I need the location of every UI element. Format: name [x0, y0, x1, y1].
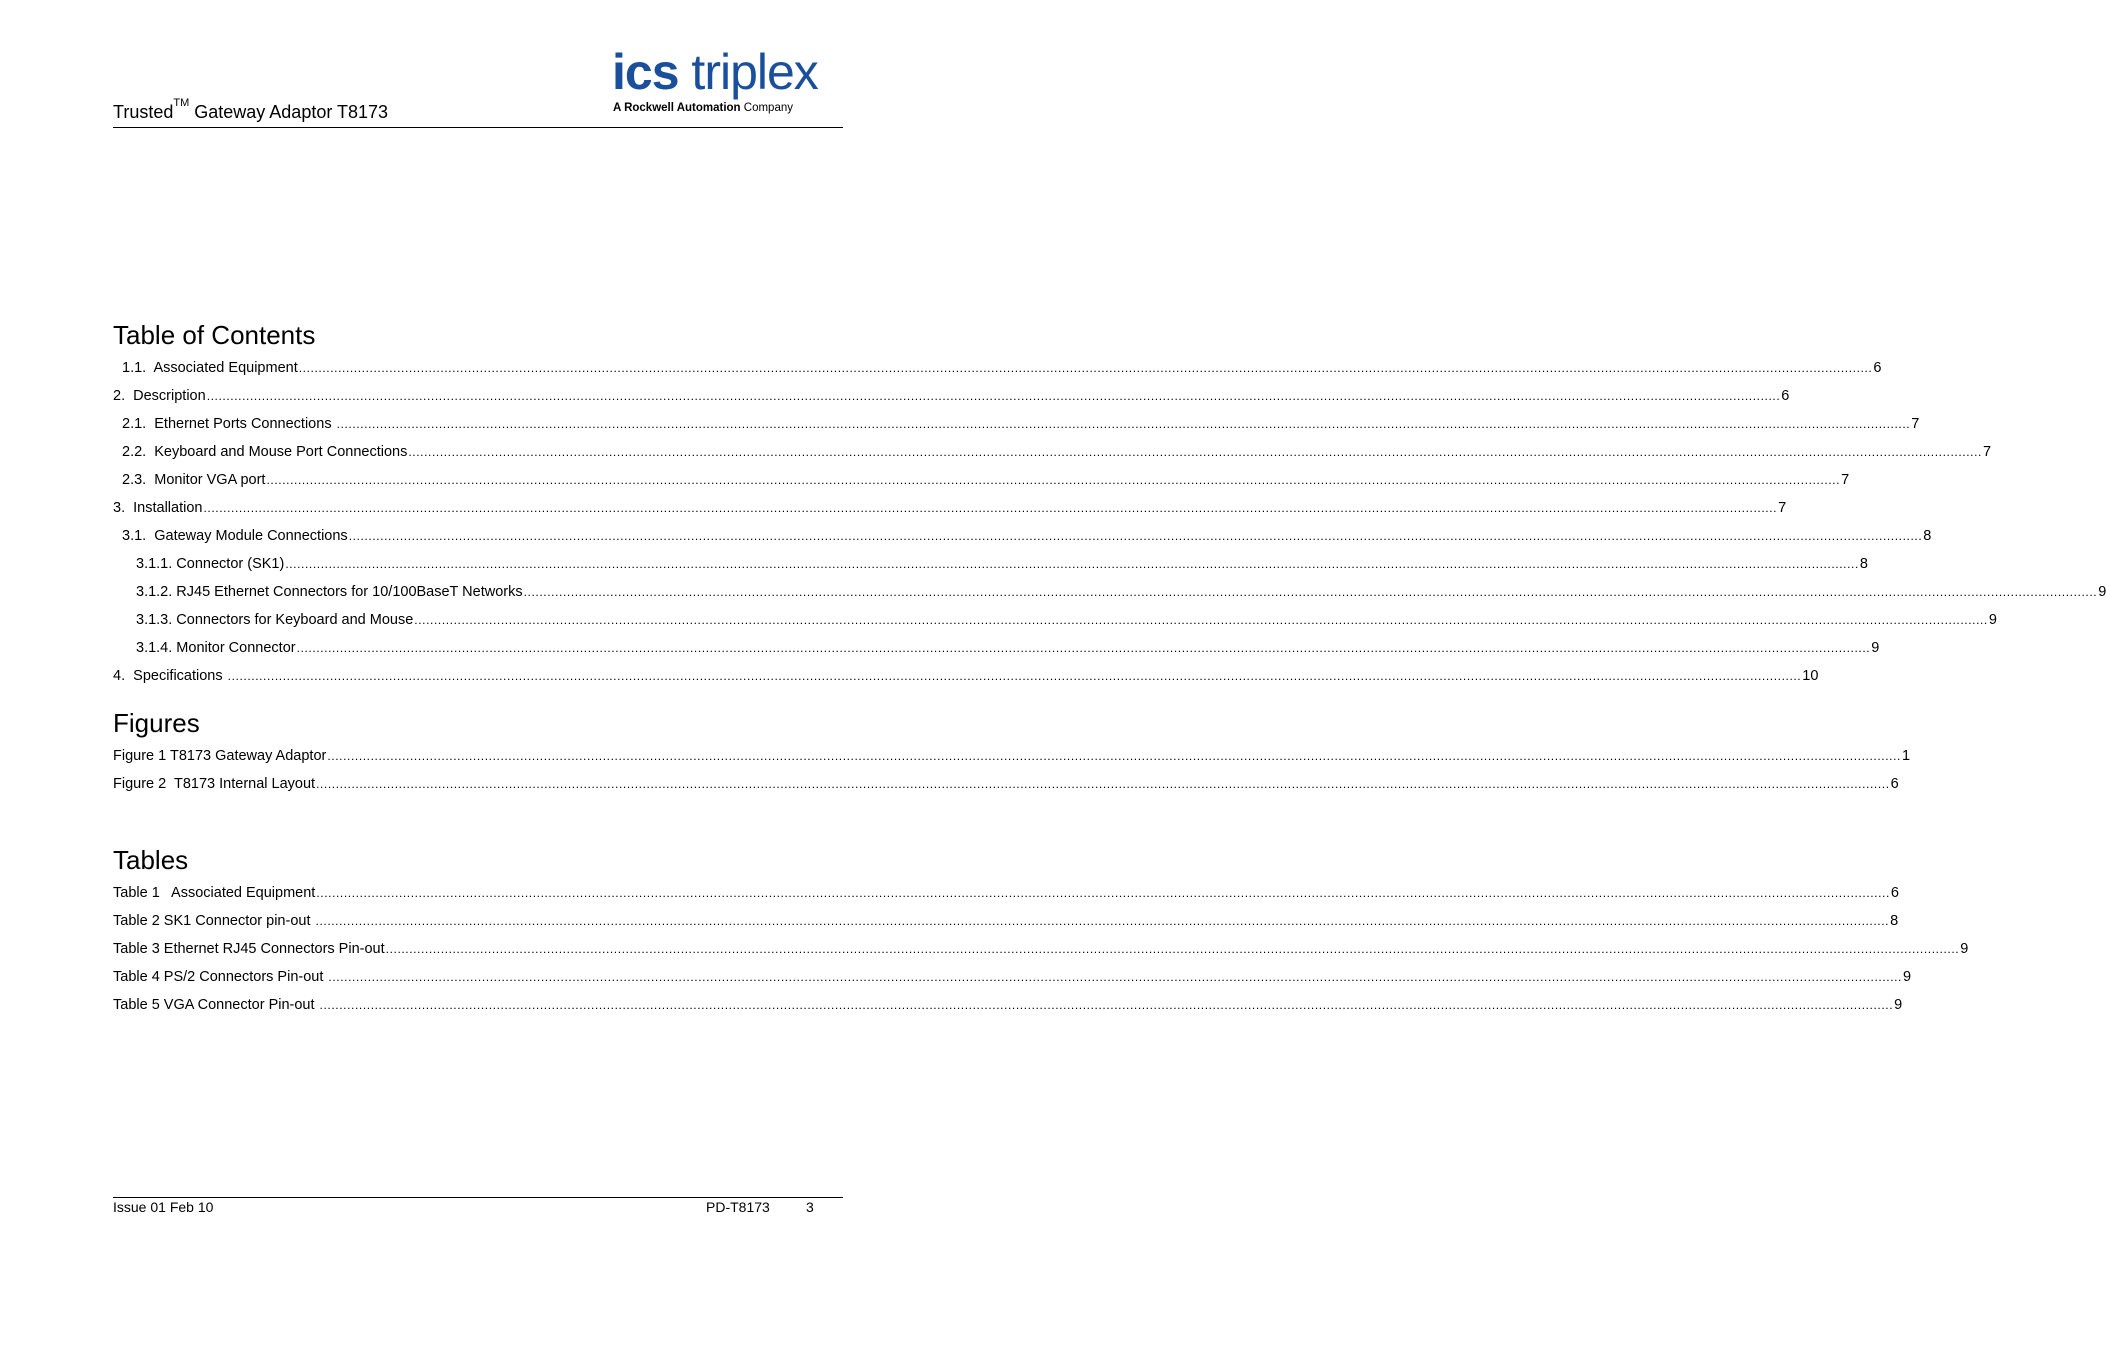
logo-tagline — [613, 102, 793, 114]
title-suffix: Gateway Adaptor T8173 — [189, 102, 389, 122]
entry-label: 4. Specifications — [113, 668, 227, 684]
figure-entry[interactable] — [113, 775, 1899, 793]
dot-leader: ................................................................................................................................................................................................................................................................................................................................................................................................................ — [315, 914, 1890, 928]
entry-label: 3.1.2. RJ45 Ethernet Connectors for 10/100BaseT Networks — [136, 584, 523, 600]
dot-leader: ................................................................................................................................................................................................................................................................................................................................................................................................................ — [266, 473, 1841, 487]
entry-page-number: 7 — [1982, 444, 1992, 460]
entry-page-number: 9 — [2098, 584, 2106, 600]
logo-ics: ics — [612, 44, 679, 100]
entry-page-number: 9 — [1871, 640, 1880, 656]
toc-entry[interactable] — [136, 611, 1997, 629]
figures-heading: Figures — [113, 708, 200, 738]
toc-entry[interactable] — [122, 443, 1992, 461]
logo-tagline-main: A Rockwell Automation — [613, 102, 741, 114]
entry-label: 3. Installation — [113, 500, 203, 516]
footer-issue: Issue 01 Feb 10 — [113, 1199, 214, 1215]
dot-leader: ................................................................................................................................................................................................................................................................................................................................................................................................................ — [316, 777, 1890, 791]
logo-wordmark — [612, 44, 818, 100]
toc-entry[interactable] — [113, 499, 1787, 517]
entry-page-number: 10 — [1802, 668, 1819, 684]
toc-entry[interactable] — [136, 583, 2106, 601]
dot-leader: ................................................................................................................................................................................................................................................................................................................................................................................................................ — [523, 585, 2098, 599]
footer-page-number: 3 — [806, 1199, 814, 1215]
toc-entry[interactable] — [136, 555, 1868, 573]
figure-entry[interactable] — [113, 747, 1911, 765]
logo-triplex: triplex — [691, 44, 818, 100]
dot-leader: ................................................................................................................................................................................................................................................................................................................................................................................................................ — [327, 749, 1901, 763]
entry-label: Table 3 Ethernet RJ45 Connectors Pin-out — [113, 941, 385, 957]
footer-divider — [113, 1197, 843, 1198]
footer-doc-id: PD-T8173 — [706, 1199, 770, 1215]
entry-page-number: 8 — [1923, 528, 1932, 544]
entry-label: Table 5 VGA Connector Pin-out — [113, 997, 319, 1013]
toc-entry[interactable] — [122, 415, 1920, 433]
entry-page-number: 6 — [1890, 776, 1899, 792]
toc-entry[interactable] — [136, 639, 1880, 657]
entry-label: Table 4 PS/2 Connectors Pin-out — [113, 969, 328, 985]
toc-entry[interactable] — [122, 359, 1882, 377]
dot-leader: ................................................................................................................................................................................................................................................................................................................................................................................................................ — [203, 501, 1778, 515]
dot-leader: ................................................................................................................................................................................................................................................................................................................................................................................................................ — [408, 445, 1982, 459]
entry-label: 2.3. Monitor VGA port — [122, 472, 266, 488]
dot-leader: ................................................................................................................................................................................................................................................................................................................................................................................................................ — [319, 998, 1894, 1012]
entry-page-number: 7 — [1778, 500, 1787, 516]
entry-label: 2.2. Keyboard and Mouse Port Connections — [122, 444, 408, 460]
entry-page-number: 7 — [1911, 416, 1920, 432]
dot-leader: ................................................................................................................................................................................................................................................................................................................................................................................................................ — [285, 557, 1859, 571]
table-entry[interactable] — [113, 996, 1903, 1014]
table-entry[interactable] — [113, 884, 1899, 902]
entry-label: 2. Description — [113, 388, 206, 404]
dot-leader: ................................................................................................................................................................................................................................................................................................................................................................................................................ — [336, 417, 1911, 431]
entry-page-number: 9 — [1988, 612, 1997, 628]
toc-entry[interactable] — [113, 387, 1790, 405]
table-entry[interactable] — [113, 912, 1899, 930]
table-entry[interactable] — [113, 940, 1969, 958]
company-logo — [612, 44, 844, 120]
entry-label: 3.1.1. Connector (SK1) — [136, 556, 285, 572]
header-divider — [113, 127, 843, 128]
dot-leader: ................................................................................................................................................................................................................................................................................................................................................................................................................ — [348, 529, 1923, 543]
entry-page-number: 8 — [1859, 556, 1868, 572]
title-prefix: Trusted — [113, 102, 174, 122]
entry-page-number: 9 — [1903, 969, 1912, 985]
entry-label: 1.1. Associated Equipment — [122, 360, 298, 376]
entry-label: Figure 2 T8173 Internal Layout — [113, 776, 316, 792]
entry-page-number: 6 — [1781, 388, 1790, 404]
entry-page-number: 8 — [1890, 913, 1899, 929]
dot-leader: ................................................................................................................................................................................................................................................................................................................................................................................................................ — [206, 389, 1781, 403]
entry-page-number: 7 — [1841, 472, 1850, 488]
entry-label: 3.1. Gateway Module Connections — [122, 528, 348, 544]
entry-page-number: 9 — [1894, 997, 1903, 1013]
dot-leader: ................................................................................................................................................................................................................................................................................................................................................................................................................ — [385, 942, 1960, 956]
dot-leader: ................................................................................................................................................................................................................................................................................................................................................................................................................ — [316, 886, 1890, 900]
document-title — [113, 97, 389, 123]
toc-entry[interactable] — [113, 667, 1819, 685]
entry-label: 3.1.3. Connectors for Keyboard and Mouse — [136, 612, 414, 628]
toc-entry[interactable] — [122, 527, 1932, 545]
dot-leader: ................................................................................................................................................................................................................................................................................................................................................................................................................ — [328, 970, 1902, 984]
entry-label: Figure 1 T8173 Gateway Adaptor — [113, 748, 327, 764]
dot-leader: ................................................................................................................................................................................................................................................................................................................................................................................................................ — [414, 613, 1988, 627]
entry-page-number: 9 — [1960, 941, 1969, 957]
toc-heading: Table of Contents — [113, 320, 316, 350]
logo-tagline-company: Company — [743, 102, 793, 114]
toc-entry[interactable] — [122, 471, 1850, 489]
entry-page-number: 6 — [1873, 360, 1882, 376]
entry-label: Table 2 SK1 Connector pin-out — [113, 913, 315, 929]
entry-page-number: 1 — [1901, 748, 1911, 764]
dot-leader: ................................................................................................................................................................................................................................................................................................................................................................................................................ — [296, 641, 1871, 655]
entry-page-number: 6 — [1890, 885, 1899, 901]
entry-label: 2.1. Ethernet Ports Connections — [122, 416, 336, 432]
trademark-superscript: TM — [173, 97, 190, 109]
dot-leader: ................................................................................................................................................................................................................................................................................................................................................................................................................ — [298, 361, 1873, 375]
entry-label: 3.1.4. Monitor Connector — [136, 640, 296, 656]
table-entry[interactable] — [113, 968, 1912, 986]
tables-heading: Tables — [113, 845, 189, 875]
entry-label: Table 1 Associated Equipment — [113, 885, 316, 901]
dot-leader: ................................................................................................................................................................................................................................................................................................................................................................................................................ — [227, 669, 1802, 683]
